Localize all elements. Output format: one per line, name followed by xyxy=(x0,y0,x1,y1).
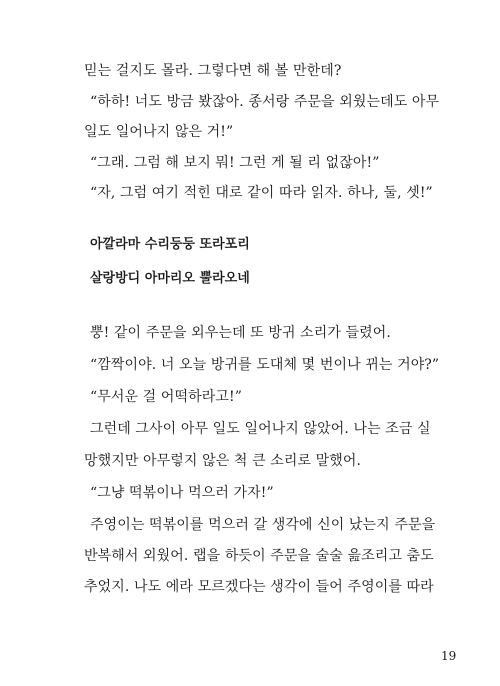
text-line: 그런데 그사이 아무 일도 일어나지 않았어. 나는 조금 실 xyxy=(90,421,431,437)
text-line: 뿡! 같이 주문을 외우는데 또 방귀 소리가 들렸어. xyxy=(90,325,391,341)
text-line: 반복해서 외웠어. 랩을 하듯이 주문을 술술 읊조리고 춤도 xyxy=(84,548,434,564)
text-line: “하하! 너도 방금 봤잖아. 종서랑 주문을 외웠는데도 아무 xyxy=(90,94,440,110)
text-line: “자, 그럼 여기 적힌 대로 같이 따라 읽자. 하나, 둘, 셋!” xyxy=(90,185,433,201)
text-line: “무서운 걸 어떡하라고!” xyxy=(90,389,242,405)
text-line: 망했지만 아무렇지 않은 척 큰 소리로 말했어. xyxy=(84,453,362,469)
chant-line: 아깔라마 수리둥둥 또라포리 xyxy=(90,237,250,252)
text-line: “그냥 떡볶이나 먹으러 가자!” xyxy=(90,485,274,501)
text-line: “깜짝이야. 너 오늘 방귀를 도대체 몇 번이나 뀌는 거야?” xyxy=(90,357,440,373)
text-line: 믿는 걸지도 몰라. 그렇다면 해 볼 만한데? xyxy=(84,63,342,79)
text-line: 주영이는 떡볶이를 먹으러 갈 생각에 신이 났는지 주문을 xyxy=(90,517,436,533)
text-line: “그래. 그럼 해 보지 뭐! 그런 게 될 리 없잖아!” xyxy=(90,155,380,171)
text-line: 추었지. 나도 에라 모르겠다는 생각이 들어 주영이를 따라 xyxy=(84,579,434,595)
chant-line: 살랑방디 아마리오 뿔라오네 xyxy=(90,271,250,286)
text-line: 일도 일어나지 않은 거!” xyxy=(84,124,234,140)
page-number: 19 xyxy=(441,649,457,663)
